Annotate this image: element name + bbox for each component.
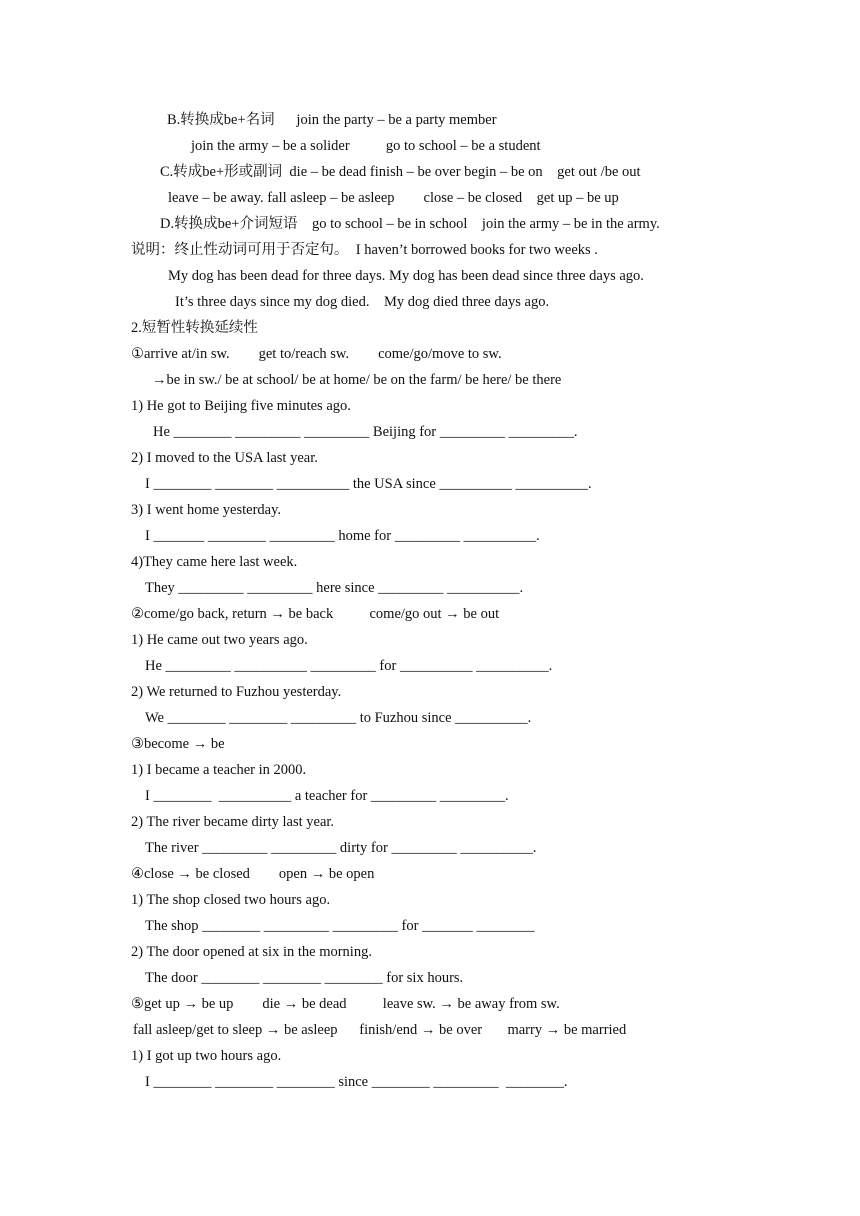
- section-heading: 2.短暂性转换延续性: [131, 320, 258, 336]
- exercise-sentence: 1) The shop closed two hours ago.: [131, 892, 331, 908]
- text-line: ③become → be: [131, 736, 225, 752]
- exercise-blank-line: I ________ ________ __________ the USA since __________ __________.: [145, 476, 592, 492]
- text-line: It’s three days since my dog died. My dog died three days ago.: [175, 294, 550, 310]
- text-line: →be in sw./ be at school/ be at home/ be on the farm/ be here/ be there: [152, 372, 562, 388]
- exercise-blank-line: They _________ _________ here since _________ __________.: [145, 580, 524, 596]
- exercise-sentence: 2) The river became dirty last year.: [131, 814, 335, 830]
- exercise-blank-line: The door ________ ________ ________ for six hours.: [145, 970, 464, 986]
- exercise-blank-line: The shop ________ _________ _________ for _______ ________: [145, 918, 535, 934]
- text-line: B.转换成be+名词 join the party – be a party member: [167, 112, 497, 128]
- exercise-sentence: 3) I went home yesterday.: [131, 502, 282, 518]
- exercise-sentence: 2) We returned to Fuzhou yesterday.: [131, 684, 342, 700]
- text-line: My dog has been dead for three days. My dog has been dead since three days ago.: [168, 268, 644, 284]
- exercise-sentence: 4)They came here last week.: [131, 554, 298, 570]
- exercise-blank-line: He _________ __________ _________ for __________ __________.: [145, 658, 553, 674]
- exercise-sentence: 1) He came out two years ago.: [131, 632, 308, 648]
- exercise-sentence: 1) I became a teacher in 2000.: [131, 762, 307, 778]
- text-line: fall asleep/get to sleep → be asleep finish/end → be over marry → be married: [133, 1022, 627, 1038]
- exercise-blank-line: We ________ ________ _________ to Fuzhou since __________.: [145, 710, 532, 726]
- text-line: leave – be away. fall asleep – be asleep close – be closed get up – be up: [168, 190, 619, 206]
- text-line: D.转换成be+介词短语 go to school – be in school join the army – be in the army.: [160, 216, 660, 232]
- exercise-sentence: 2) I moved to the USA last year.: [131, 450, 318, 466]
- exercise-sentence: 1) I got up two hours ago.: [131, 1048, 282, 1064]
- exercise-blank-line: I _______ ________ _________ home for _________ __________.: [145, 528, 540, 544]
- text-line: ④close → be closed open → be open: [131, 866, 375, 882]
- text-line: C.转成be+形或副词 die – be dead finish – be over begin – be on get out /be out: [160, 164, 641, 180]
- text-line: ①arrive at/in sw. get to/reach sw. come/go/move to sw.: [131, 346, 502, 362]
- exercise-sentence: 1) He got to Beijing five minutes ago.: [131, 398, 351, 414]
- text-line: ②come/go back, return → be back come/go out → be out: [131, 606, 500, 622]
- exercise-blank-line: I ________ __________ a teacher for _________ _________.: [145, 788, 509, 804]
- text-line: ⑤get up → be up die → be dead leave sw. → be away from sw.: [131, 996, 560, 1012]
- exercise-sentence: 2) The door opened at six in the morning.: [131, 944, 372, 960]
- text-line: 说明：终止性动词可用于否定句。 I haven’t borrowed books for two weeks .: [131, 242, 598, 258]
- exercise-blank-line: I ________ ________ ________ since ________ _________ ________.: [145, 1074, 568, 1090]
- exercise-blank-line: He ________ _________ _________ Beijing for _________ _________.: [153, 424, 578, 440]
- text-line: join the army – be a solider go to school – be a student: [191, 138, 541, 154]
- exercise-blank-line: The river _________ _________ dirty for _________ __________.: [145, 840, 537, 856]
